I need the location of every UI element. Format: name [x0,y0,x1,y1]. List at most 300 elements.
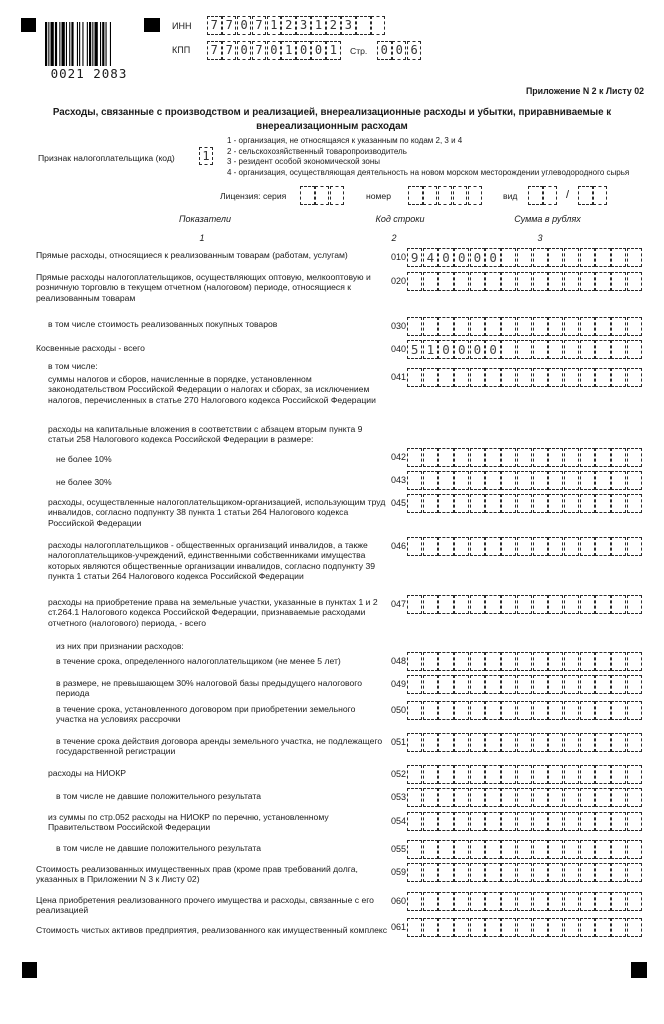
value-cell[interactable] [611,537,626,556]
value-cell[interactable] [611,368,626,387]
value-cell[interactable] [501,812,516,831]
value-cell[interactable] [548,340,563,359]
value-field-040[interactable] [407,340,642,359]
value-cell[interactable] [548,863,563,882]
value-field-051[interactable] [407,733,642,752]
value-cell[interactable] [548,701,563,720]
value-cell[interactable] [595,892,610,911]
value-cell[interactable] [533,494,548,513]
value-cell[interactable] [627,788,642,807]
digit-cell[interactable]: 7 [222,41,237,60]
value-cell[interactable] [595,701,610,720]
value-cell[interactable] [517,272,532,291]
value-cell[interactable] [517,248,532,267]
value-cell[interactable] [548,494,563,513]
value-cell[interactable] [595,675,610,694]
value-cell[interactable] [501,863,516,882]
value-cell[interactable] [485,537,500,556]
value-cell[interactable] [423,494,438,513]
value-cell[interactable]: 0 [454,340,469,359]
digit-cell[interactable]: 7 [207,16,222,35]
value-cell[interactable] [470,812,485,831]
value-field-043[interactable] [407,471,642,490]
value-cell[interactable]: 0 [470,248,485,267]
digit-cell[interactable]: 0 [311,41,326,60]
value-cell[interactable] [564,765,579,784]
value-cell[interactable] [407,471,422,490]
value-cell[interactable] [611,840,626,859]
value-cell[interactable] [485,652,500,671]
value-field-020[interactable] [407,272,642,291]
value-cell[interactable] [501,595,516,614]
value-cell[interactable] [533,733,548,752]
value-cell[interactable] [454,652,469,671]
value-cell[interactable] [470,765,485,784]
value-cell[interactable] [407,812,422,831]
digit-cell[interactable]: 3 [296,16,311,35]
value-cell[interactable] [580,652,595,671]
value-cell[interactable] [548,840,563,859]
value-cell[interactable] [407,317,422,336]
value-cell[interactable] [423,448,438,467]
value-cell[interactable] [564,675,579,694]
value-cell[interactable] [580,840,595,859]
value-cell[interactable] [611,765,626,784]
value-cell[interactable] [580,892,595,911]
value-cell[interactable] [595,272,610,291]
value-cell[interactable] [548,788,563,807]
value-cell[interactable] [407,733,422,752]
value-field-030[interactable] [407,317,642,336]
value-cell[interactable] [548,765,563,784]
value-cell[interactable] [595,595,610,614]
digit-cell[interactable] [528,186,543,205]
value-cell[interactable] [423,272,438,291]
value-cell[interactable] [595,317,610,336]
value-cell[interactable] [407,272,422,291]
value-cell[interactable] [501,494,516,513]
value-cell[interactable] [454,765,469,784]
value-cell[interactable] [580,675,595,694]
inn-field[interactable] [207,16,386,35]
value-cell[interactable] [595,765,610,784]
value-cell[interactable] [423,652,438,671]
license-kind2-field[interactable] [578,186,608,205]
value-field-055[interactable] [407,840,642,859]
digit-cell[interactable]: 0 [267,41,282,60]
value-cell[interactable] [501,317,516,336]
value-cell[interactable] [595,248,610,267]
value-cell[interactable] [501,840,516,859]
value-cell[interactable] [470,494,485,513]
value-field-046[interactable] [407,537,642,556]
value-cell[interactable] [533,317,548,336]
value-cell[interactable] [454,840,469,859]
value-cell[interactable] [423,675,438,694]
value-cell[interactable] [611,448,626,467]
value-cell[interactable] [564,340,579,359]
value-cell[interactable] [627,340,642,359]
value-cell[interactable] [564,918,579,937]
value-cell[interactable] [407,494,422,513]
digit-cell[interactable]: 7 [252,16,267,35]
value-cell[interactable] [438,675,453,694]
value-cell[interactable]: 0 [470,340,485,359]
value-cell[interactable] [485,765,500,784]
value-field-045[interactable] [407,494,642,513]
value-cell[interactable] [564,701,579,720]
value-cell[interactable] [627,812,642,831]
value-cell[interactable] [454,595,469,614]
value-cell[interactable] [470,675,485,694]
value-cell[interactable] [595,733,610,752]
value-cell[interactable] [533,812,548,831]
value-cell[interactable] [533,840,548,859]
value-cell[interactable] [501,788,516,807]
value-cell[interactable] [611,675,626,694]
value-cell[interactable] [627,675,642,694]
value-field-047[interactable] [407,595,642,614]
value-cell[interactable] [627,733,642,752]
value-cell[interactable] [470,863,485,882]
value-cell[interactable] [627,595,642,614]
value-cell[interactable] [627,840,642,859]
digit-cell[interactable] [438,186,453,205]
value-cell[interactable] [580,595,595,614]
value-cell[interactable] [611,595,626,614]
digit-cell[interactable] [371,16,386,35]
digit-cell[interactable] [315,186,330,205]
value-field-053[interactable] [407,788,642,807]
value-cell[interactable] [501,248,516,267]
value-cell[interactable] [517,652,532,671]
digit-cell[interactable]: 0 [237,16,252,35]
value-cell[interactable] [438,595,453,614]
value-cell[interactable] [548,595,563,614]
value-cell[interactable] [438,892,453,911]
value-cell[interactable] [611,471,626,490]
value-cell[interactable] [407,788,422,807]
value-field-041[interactable] [407,368,642,387]
value-cell[interactable] [485,368,500,387]
value-cell[interactable] [454,675,469,694]
value-cell[interactable] [627,863,642,882]
value-cell[interactable] [485,863,500,882]
value-cell[interactable] [501,765,516,784]
value-cell[interactable] [485,317,500,336]
value-cell[interactable] [423,368,438,387]
digit-cell[interactable] [453,186,468,205]
value-cell[interactable] [470,317,485,336]
value-cell[interactable] [595,494,610,513]
digit-cell[interactable] [593,186,608,205]
value-cell[interactable] [611,701,626,720]
value-cell[interactable] [548,892,563,911]
value-cell[interactable] [611,812,626,831]
value-cell[interactable] [438,812,453,831]
value-cell[interactable] [595,918,610,937]
value-cell[interactable] [533,272,548,291]
value-cell[interactable] [580,340,595,359]
value-cell[interactable] [485,892,500,911]
value-cell[interactable] [627,317,642,336]
value-cell[interactable] [470,733,485,752]
value-cell[interactable] [517,788,532,807]
value-cell[interactable] [548,652,563,671]
value-cell[interactable] [533,918,548,937]
value-cell[interactable] [595,863,610,882]
value-field-048[interactable] [407,652,642,671]
value-cell[interactable] [501,652,516,671]
value-cell[interactable] [407,701,422,720]
value-cell[interactable] [548,317,563,336]
value-cell[interactable] [627,701,642,720]
value-cell[interactable] [517,317,532,336]
value-cell[interactable] [627,918,642,937]
value-cell[interactable] [438,733,453,752]
value-field-042[interactable] [407,448,642,467]
value-cell[interactable] [611,248,626,267]
value-cell[interactable] [454,272,469,291]
value-cell[interactable] [580,272,595,291]
value-cell[interactable] [564,448,579,467]
value-cell[interactable] [438,788,453,807]
value-cell[interactable] [580,733,595,752]
value-cell[interactable] [470,368,485,387]
value-cell[interactable] [438,494,453,513]
value-cell[interactable] [580,368,595,387]
value-cell[interactable] [517,368,532,387]
value-cell[interactable] [438,840,453,859]
value-cell[interactable] [485,448,500,467]
value-cell[interactable] [548,675,563,694]
value-cell[interactable] [533,448,548,467]
value-cell[interactable] [438,471,453,490]
value-cell[interactable] [627,892,642,911]
value-cell[interactable] [627,368,642,387]
value-cell[interactable] [627,248,642,267]
value-cell[interactable] [501,471,516,490]
value-cell[interactable] [470,788,485,807]
value-cell[interactable] [580,248,595,267]
value-cell[interactable] [627,765,642,784]
value-cell[interactable] [485,812,500,831]
value-field-050[interactable] [407,701,642,720]
value-cell[interactable] [517,812,532,831]
value-cell[interactable] [517,840,532,859]
value-cell[interactable]: 4 [423,248,438,267]
value-cell[interactable] [423,317,438,336]
value-cell[interactable] [407,918,422,937]
value-cell[interactable] [517,494,532,513]
value-cell[interactable] [470,892,485,911]
value-cell[interactable] [517,537,532,556]
value-field-052[interactable] [407,765,642,784]
value-cell[interactable] [564,595,579,614]
value-cell[interactable] [533,248,548,267]
value-cell[interactable] [533,595,548,614]
value-cell[interactable] [548,733,563,752]
value-cell[interactable] [423,892,438,911]
digit-cell[interactable] [423,186,438,205]
value-cell[interactable] [595,448,610,467]
digit-cell[interactable]: 3 [341,16,356,35]
value-cell[interactable] [485,675,500,694]
value-cell[interactable] [485,840,500,859]
value-cell[interactable] [485,733,500,752]
value-cell[interactable] [485,918,500,937]
value-cell[interactable] [595,340,610,359]
value-cell[interactable] [517,918,532,937]
value-cell[interactable] [580,765,595,784]
value-cell[interactable] [580,448,595,467]
value-cell[interactable]: 0 [485,340,500,359]
value-cell[interactable] [470,272,485,291]
value-cell[interactable] [627,652,642,671]
value-cell[interactable] [533,863,548,882]
value-cell[interactable] [407,863,422,882]
value-cell[interactable] [627,272,642,291]
value-cell[interactable] [423,733,438,752]
value-cell[interactable] [423,788,438,807]
value-cell[interactable] [501,701,516,720]
value-cell[interactable] [611,863,626,882]
value-cell[interactable] [517,892,532,911]
digit-cell[interactable] [408,186,423,205]
digit-cell[interactable]: 1 [267,16,282,35]
value-cell[interactable] [580,494,595,513]
value-cell[interactable] [564,863,579,882]
value-cell[interactable] [485,494,500,513]
value-cell[interactable] [548,272,563,291]
digit-cell[interactable]: 1 [311,16,326,35]
value-cell[interactable] [611,340,626,359]
value-cell[interactable] [501,537,516,556]
value-cell[interactable] [517,765,532,784]
value-cell[interactable] [407,675,422,694]
license-number-field[interactable] [408,186,482,205]
value-cell[interactable] [580,471,595,490]
value-cell[interactable] [470,918,485,937]
value-cell[interactable] [548,471,563,490]
value-cell[interactable] [485,701,500,720]
value-cell[interactable] [470,840,485,859]
value-cell[interactable] [407,595,422,614]
value-field-010[interactable] [407,248,642,267]
value-cell[interactable] [423,863,438,882]
value-cell[interactable] [517,595,532,614]
value-cell[interactable] [611,918,626,937]
value-cell[interactable] [501,892,516,911]
value-cell[interactable] [454,471,469,490]
value-cell[interactable] [533,340,548,359]
value-cell[interactable] [580,788,595,807]
value-cell[interactable] [533,537,548,556]
license-kind-field[interactable] [528,186,558,205]
value-cell[interactable] [407,448,422,467]
value-cell[interactable] [611,788,626,807]
value-cell[interactable] [438,701,453,720]
digit-cell[interactable]: 0 [377,41,392,60]
value-cell[interactable] [548,812,563,831]
value-cell[interactable] [438,368,453,387]
value-cell[interactable] [517,448,532,467]
taxpayer-attribute-code-field[interactable]: 1 [199,147,213,165]
value-cell[interactable] [548,448,563,467]
value-cell[interactable] [517,340,532,359]
value-cell[interactable] [580,918,595,937]
value-cell[interactable] [627,494,642,513]
value-cell[interactable] [517,863,532,882]
page-number-field[interactable] [377,41,422,60]
value-field-061[interactable] [407,918,642,937]
value-cell[interactable] [564,733,579,752]
digit-cell[interactable]: 6 [407,41,422,60]
value-cell[interactable] [533,765,548,784]
value-cell[interactable] [454,494,469,513]
value-cell[interactable] [485,788,500,807]
value-cell[interactable] [454,788,469,807]
value-cell[interactable] [470,537,485,556]
value-field-060[interactable] [407,892,642,911]
value-cell[interactable] [454,863,469,882]
value-cell[interactable] [548,368,563,387]
value-cell[interactable] [580,863,595,882]
value-cell[interactable] [533,892,548,911]
value-cell[interactable] [485,595,500,614]
value-cell[interactable] [438,765,453,784]
value-cell[interactable] [454,701,469,720]
value-cell[interactable] [564,840,579,859]
value-cell[interactable] [533,788,548,807]
digit-cell[interactable] [468,186,483,205]
license-series-field[interactable] [300,186,345,205]
value-cell[interactable] [501,733,516,752]
value-cell[interactable]: 9 [407,248,422,267]
value-cell[interactable] [611,892,626,911]
value-cell[interactable] [564,652,579,671]
digit-cell[interactable]: 7 [252,41,267,60]
value-cell[interactable] [407,765,422,784]
value-cell[interactable] [533,701,548,720]
value-field-049[interactable] [407,675,642,694]
value-cell[interactable] [564,248,579,267]
value-cell[interactable] [470,701,485,720]
value-cell[interactable] [533,652,548,671]
digit-cell[interactable]: 0 [237,41,252,60]
value-cell[interactable] [627,448,642,467]
digit-cell[interactable]: 7 [222,16,237,35]
value-cell[interactable] [564,368,579,387]
value-cell[interactable]: 0 [438,340,453,359]
value-cell[interactable] [423,840,438,859]
digit-cell[interactable]: 7 [207,41,222,60]
value-cell[interactable] [438,652,453,671]
value-cell[interactable] [564,537,579,556]
value-cell[interactable] [595,788,610,807]
value-cell[interactable] [548,248,563,267]
value-cell[interactable] [423,537,438,556]
value-cell[interactable] [611,494,626,513]
value-cell[interactable] [611,652,626,671]
value-cell[interactable] [407,652,422,671]
value-cell[interactable] [627,537,642,556]
value-cell[interactable] [517,675,532,694]
value-cell[interactable] [564,788,579,807]
value-cell[interactable]: 0 [454,248,469,267]
value-cell[interactable] [438,272,453,291]
value-cell[interactable] [438,537,453,556]
